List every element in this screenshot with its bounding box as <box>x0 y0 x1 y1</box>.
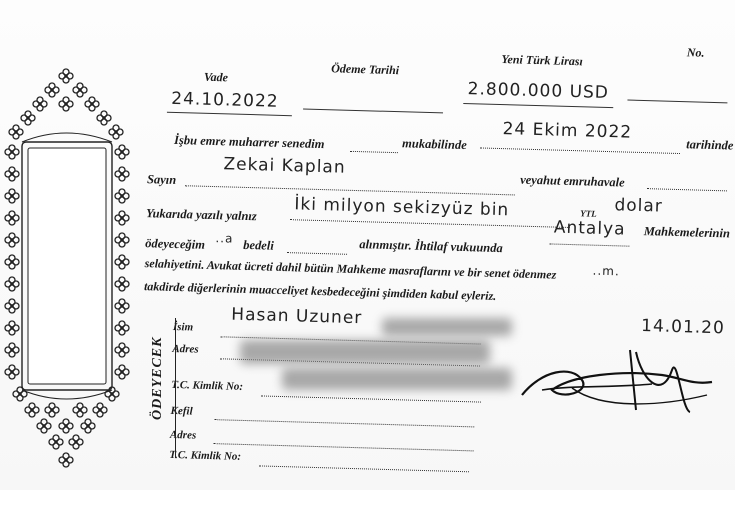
section-divider <box>175 318 176 458</box>
form-line1-b: mukabilinde <box>401 136 467 153</box>
form-line1-a: İşbu emre muharrer senedim <box>173 132 325 152</box>
form-line1-c: tarihinde <box>686 137 734 153</box>
amount-value: 2.800.000 USD <box>467 79 610 104</box>
form-line3-b: YTL <box>580 208 597 219</box>
redacted-id-number <box>282 368 512 390</box>
form-line4-c: alınmıştır. İhtilaf vukuunda <box>359 237 503 256</box>
currency-words: dolar <box>614 195 664 217</box>
form-line4-a: ödeyeceğim <box>145 236 206 252</box>
adres2-label: Adres <box>169 428 197 442</box>
form-line4-b: bedeli <box>243 237 274 253</box>
redacted-address <box>240 340 490 364</box>
tc-label: T.C. Kimlik No: <box>171 378 244 393</box>
place-value: Antalya <box>553 217 626 240</box>
form-line2-b: veyahut emruhavale <box>519 172 625 190</box>
form-line5: selahiyetini. Avukat ücreti dahil bütün Mahkeme masraflarını ve bir senet ödenmez <box>144 256 557 282</box>
odeyecegi-fill: ..a <box>215 231 234 246</box>
name-value: Hasan Uzuner <box>231 304 363 329</box>
odeyecek-section-label: ÖDEYECEK <box>150 336 165 420</box>
tc2-label: T.C. Kimlik No: <box>169 448 242 463</box>
adres-label: Adres <box>172 342 199 356</box>
eyleriz-fill: ..m. <box>592 263 620 279</box>
vade-value: 24.10.2022 <box>171 88 279 112</box>
amount-words: İki milyon sekizyüz bin <box>294 194 510 221</box>
vade-header: Vade <box>203 69 229 85</box>
redacted-name <box>382 318 512 336</box>
yeni-turk-lirasi-header: Yeni Türk Lirası <box>501 52 584 69</box>
form-line2-a: Sayın <box>146 172 177 187</box>
form-line3-a: Yukarıda yazılı yalnız <box>145 206 257 224</box>
isim-label: İsim <box>172 320 194 334</box>
sign-date: 14.01.20 <box>640 316 726 339</box>
odeme-tarihi-header: Ödeme Tarihi <box>331 61 400 78</box>
payee-value: Zekai Kaplan <box>223 154 346 178</box>
signature-icon <box>512 340 727 430</box>
form-line6: takdirde diğerlerinin muacceliyet kesbedeceğini şimdiden kabul eyleriz. <box>143 279 497 303</box>
form-line4-d: Mahkemelerinin <box>643 224 731 241</box>
date-value: 24 Ekim 2022 <box>502 119 633 143</box>
kefil-label: Kefil <box>170 404 193 418</box>
no-header: No. <box>686 45 705 60</box>
